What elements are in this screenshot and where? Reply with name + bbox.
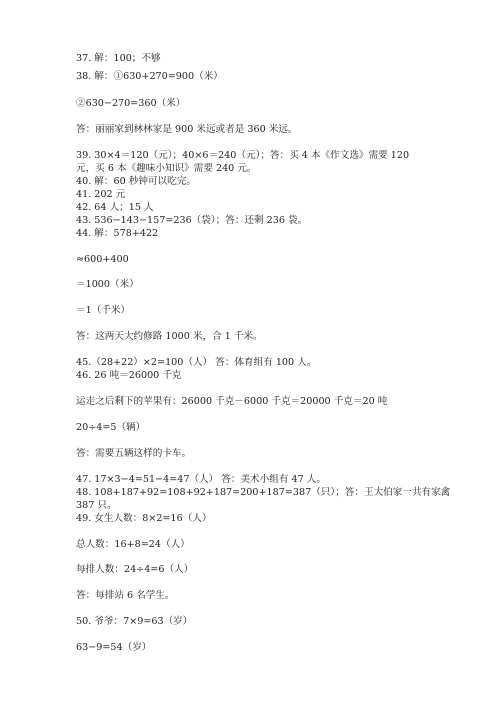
answer-39-cont: 元，买 6 本《趣味小知识》需要 240 元。 — [76, 163, 257, 174]
answer-48-cont: 387 只。 — [76, 500, 117, 511]
answer-44-step-3: ＝1（千米） — [76, 305, 131, 316]
answer-43: 43. 536−143−157=236（袋）；答：还剩 236 袋。 — [76, 215, 308, 226]
answer-44: 44. 解：578+422 — [76, 228, 159, 239]
answer-47: 47. 17×3−4=51−4=47（人） 答：美术小组有 47 人。 — [76, 474, 326, 485]
answer-49-step-2: 每排人数：24÷4=6（人） — [76, 564, 194, 575]
answer-41: 41. 202 元 — [76, 189, 126, 200]
answer-46: 46. 26 吨＝26000 千克 — [76, 370, 182, 381]
answer-49-conclusion: 答：每排站 6 名学生。 — [76, 590, 175, 601]
answer-45: 45.（28+22）×2=100（人） 答：体育组有 100 人。 — [76, 357, 317, 368]
answer-38: 38. 解：①630+270=900（米） — [76, 71, 223, 82]
answer-44-step-2: ＝1000（米） — [76, 279, 139, 290]
answer-46-step-2: 20÷4=5（辆） — [76, 422, 146, 433]
answer-46-step-1: 运走之后剩下的苹果有：26000 千克－6000 千克＝20000 千克＝20 吨 — [76, 396, 388, 407]
answer-42: 42. 64 人；15 人 — [76, 202, 154, 213]
answer-49: 49. 女生人数：8×2=16（人） — [76, 513, 212, 524]
answer-37: 37. 解：100；不够 — [76, 53, 161, 64]
answer-46-conclusion: 答：需要五辆这样的卡车。 — [76, 448, 192, 459]
answer-39: 39. 30×4＝120（元）；40×6＝240（元）；答：买 4 本《作文选》需要 120 — [76, 150, 410, 161]
answer-40: 40. 解：60 秒钟可以吃完。 — [76, 176, 196, 187]
answer-44-conclusion: 答：这两天大约修路 1000 米，合 1 千米。 — [76, 331, 263, 342]
answer-38-step: ②630−270=360（米） — [76, 98, 186, 109]
answer-49-step-1: 总人数：16+8=24（人） — [76, 539, 190, 550]
answer-38-conclusion: 答：丽丽家到林林家是 900 米远或者是 360 米远。 — [76, 124, 298, 135]
answer-44-step-1: ≈600+400 — [76, 254, 129, 265]
answer-50-step: 63−9=54（岁） — [76, 642, 152, 653]
answer-48: 48. 108+187+92=108+92+187=200+187=387（只）；答：王大伯家一共有家禽 — [76, 487, 451, 498]
answer-50: 50. 爷爷：7×9=63（岁） — [76, 616, 193, 627]
